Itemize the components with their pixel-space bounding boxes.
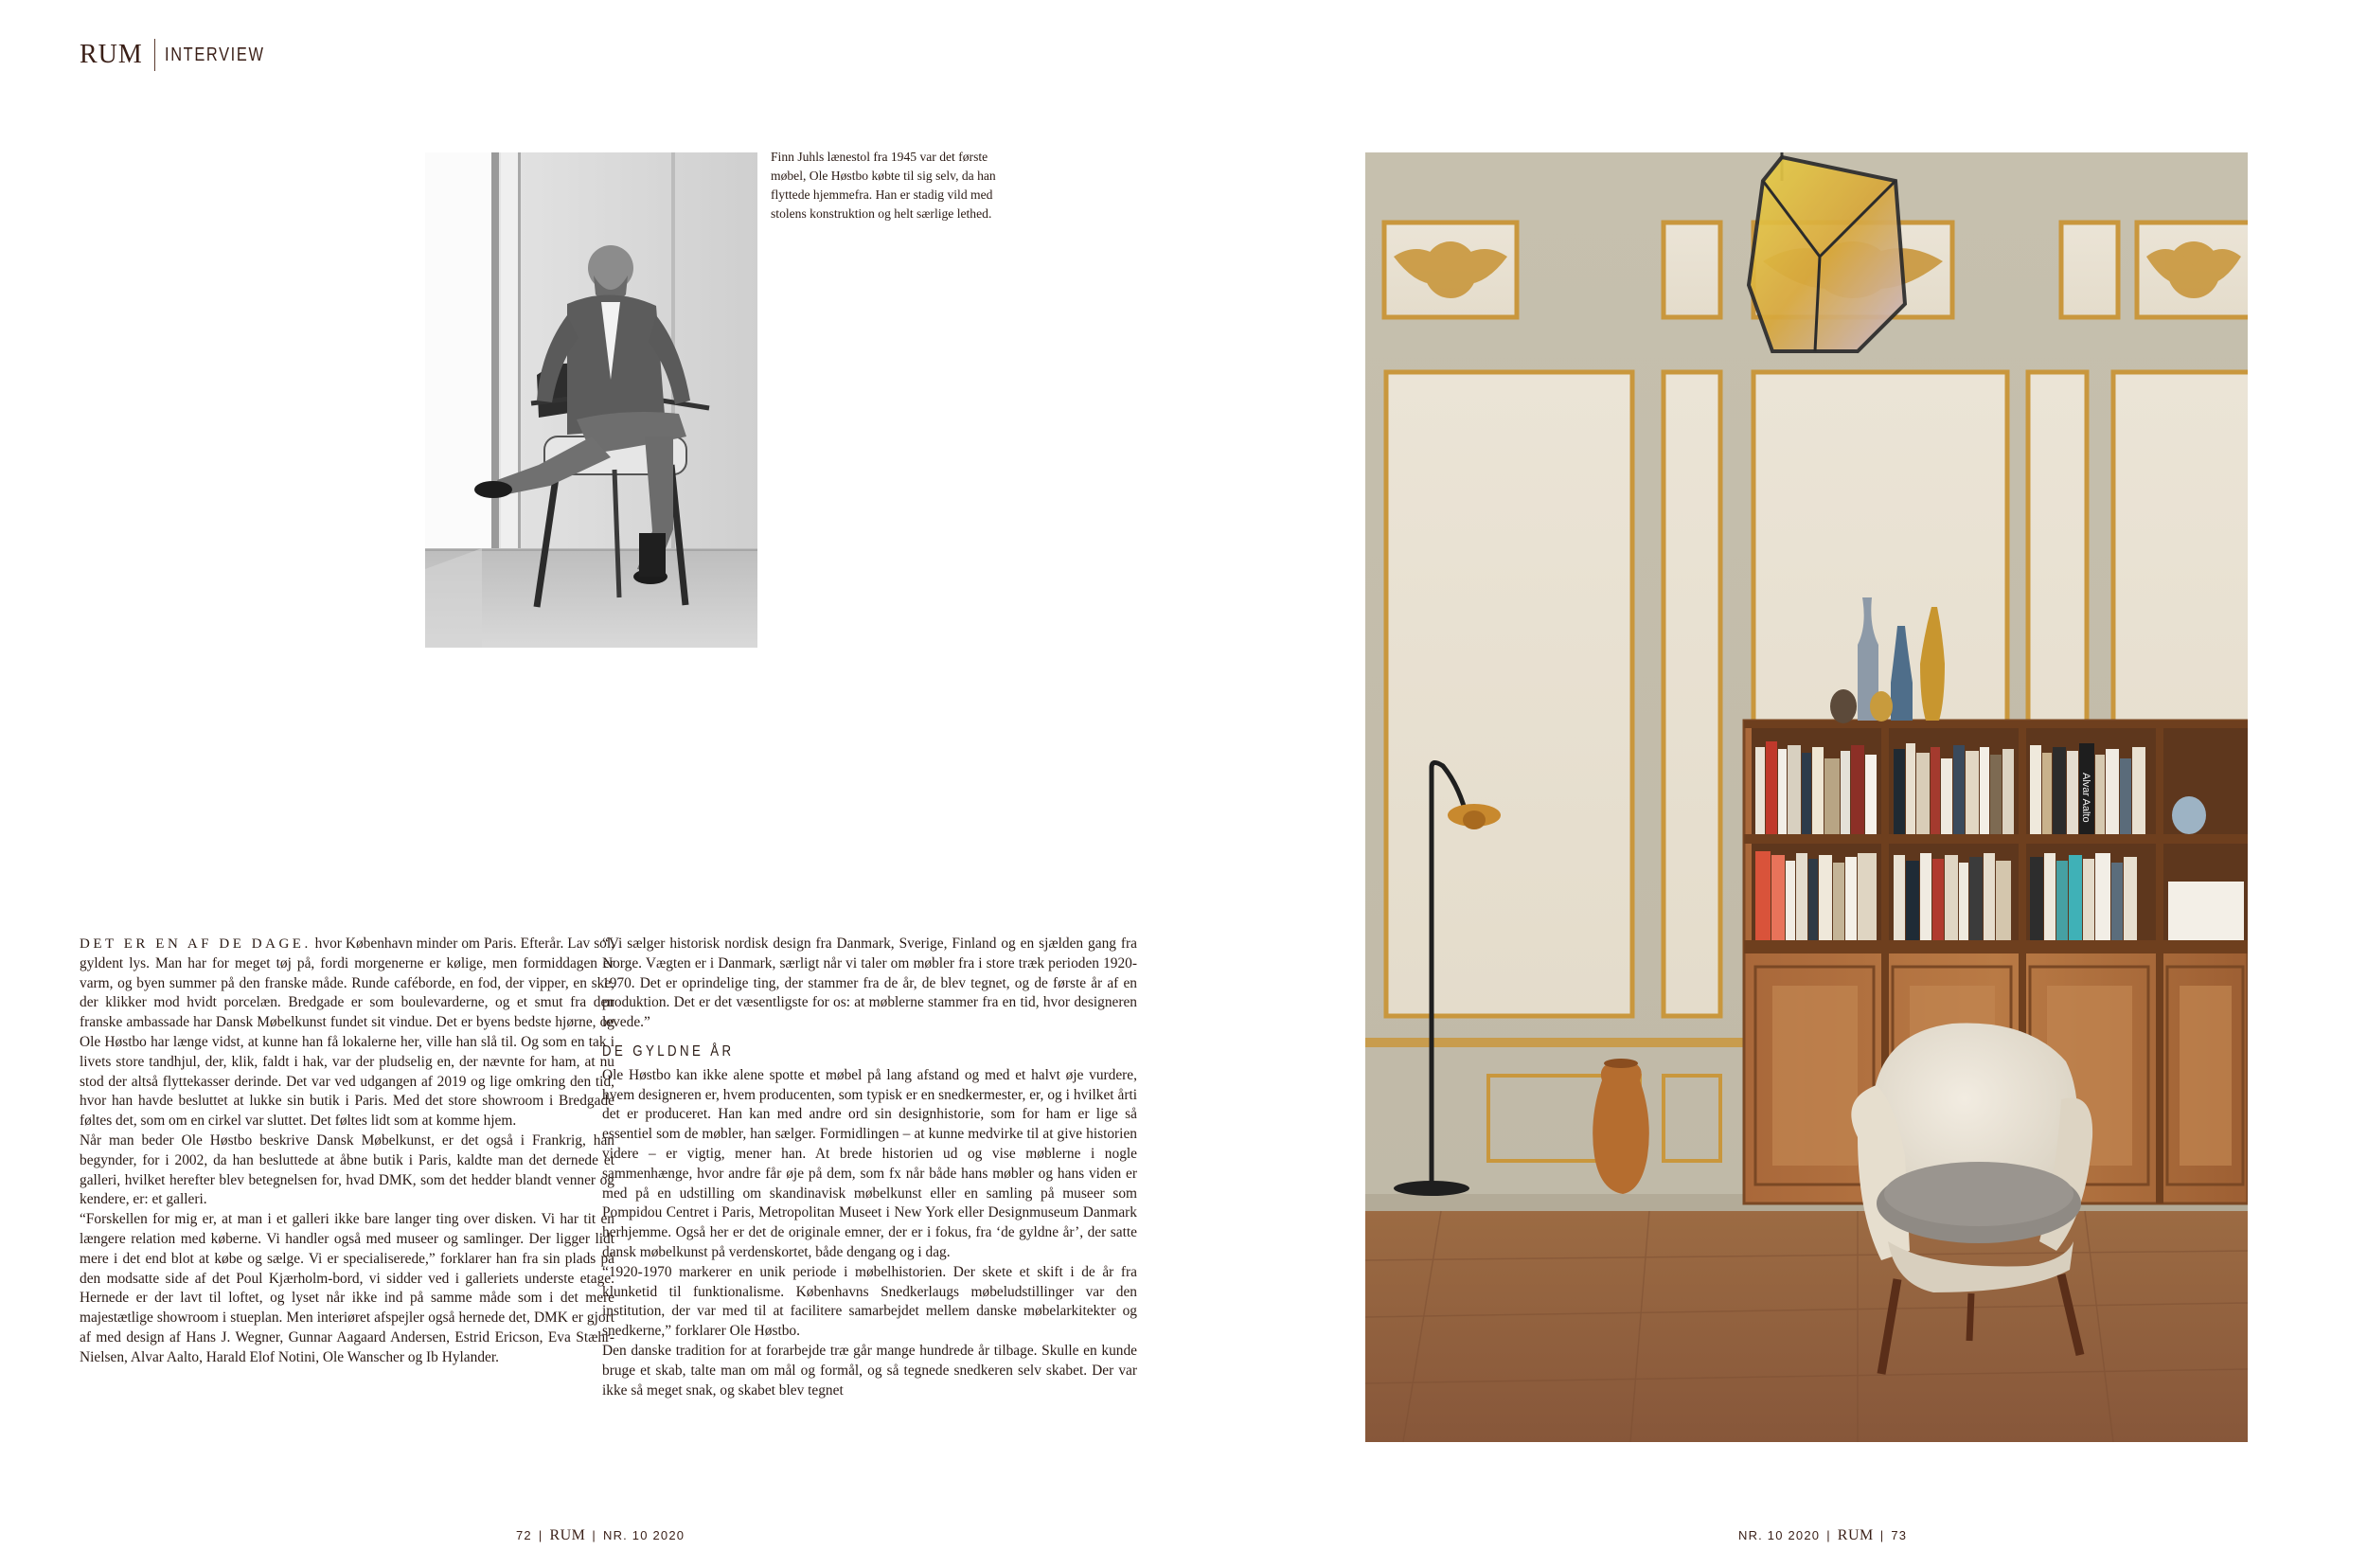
article-column-left [80, 935, 614, 1368]
article-lead-in: DET ER EN AF DE DAGE. [80, 936, 311, 952]
interior-photo [1365, 152, 2248, 1442]
section-label: INTERVIEW [164, 44, 265, 65]
caption-text: Finn Juhls lænestol fra 1945 var det første møbel, Ole Høstbo købte til sig selv, da han flyttede hjemmefra. Han er stadig vild med stolens konstruktion og helt særlige lethed. [771, 150, 996, 221]
folio-separator: | [538, 1528, 543, 1542]
article-paragraph: Når man beder Ole Høstbo beskrive Dansk Møbelkunst, er det også i Frankrig, han begynder, for i 2002, da han besluttede at åbne butik i Paris, kaldte man det dernede et galleri, hvilket herefter blev betegnelsen for, hvad DMK, som det hedder blandt venner og kendere, er: et galleri. [80, 1131, 614, 1208]
article-paragraph: Den danske tradition for at forarbejde træ går mange hundrede år tilbage. Skulle en kunde bruge et skab, talte man om mål og formål, og så tegnede snedkeren selv skabet. Der var ikke så meget snak, og skabet blev tegnet [602, 1342, 1137, 1399]
page-number: 73 [1891, 1528, 1908, 1542]
article-paragraph: “1920-1970 markerer en unik periode i møbelhistorien. Der skete et skift i de år fra klunketid til funktionalisme. Københavns Snedkerlaugs møbeludstillinger var den institution, der var med til at facilitere samarbejdet mellem danske møbelarkitekter og snedkerne,” forklarer Ole Høstbo. [602, 1263, 1137, 1340]
folio-separator: | [1879, 1528, 1885, 1542]
interior-illustration [1365, 152, 2248, 1442]
issue-label: NR. 10 2020 [602, 1528, 685, 1542]
folio-brand: RUM [1837, 1527, 1874, 1543]
page-number: 72 [516, 1528, 532, 1542]
article-paragraph-text: hvor København minder om Paris. Efterår. Lav sol, gyldent lys. Man har for meget tøj på, fordi morgenerne er kølige, men formiddagen er varm, og byen summer på den franske måde. Runde cafébordе, en fod, der vipper, en ske, der klikker mod hvidt porcelæn. Bredgade er som boulevarderne, og et smut fra den franske ambassade har Dansk Møbelkunst fundet sit vindue. Det er byens bedste hjørne, og Ole Høstbo har længe vidst, at kunne han få lokalerne her, ville han slå til. Og som en tak i livets store tandhjul, der, klik, faldt i hak, var der pludselig en, der nævnte for ham, at nu stod der altså flyttekasser derinde. Det var ved udgangen af 2019 og lige omkring den tid, hvor han havde besluttet at lukke sin butik i Paris. Med det store showroom i Bredgade føltes det, som om en cirkel var sluttet. Det føltes lidt som at komme hjem. [80, 935, 615, 1130]
book-spine-title: Alvar Aalto [2080, 773, 2091, 823]
article-paragraph: Ole Høstbo kan ikke alene spotte et møbel på lang afstand og med et halvt øje vurdere, hvem designeren er, hvem producenten, som typisk er en snedkermester, er, og i hvilket årti det er produceret. Han kan med andre ord sin designhistorie, som for ham er lige så essentiel som de møbler, han sælger. Formidlingen – at kunne medvirke til at give historien videre – er vigtig, mener han. At brede historien ud og vise møblerne i nogle sammenhænge, hvor andre får øje på dem, som fx når både hans møbler og hans viden er med på en udstilling om skandinavisk møbelkunst eller en samling på museer som Pompidou Centret i Paris, Metropolitan Museet i New York eller Designmuseum Danmark herhjemme. Også her er det de originale emner, der er i fokus, fra ‘de gyldne år’, der satte dansk møbelkunst på verdenskortet, både dengang og i dag. [602, 1066, 1137, 1260]
folio-right [1738, 1527, 1907, 1544]
portrait-photo [425, 152, 757, 648]
folio-separator: | [592, 1528, 596, 1542]
article-paragraph: “Vi sælger historisk nordisk design fra Danmark, Sverige, Finland og en sjælden gang fra Norge. Vægten er i Danmark, særligt når vi taler om møbler fra i store træk perioden 1920-1970. Det er oprindelige ting, der stammer fra de år, de blev tegnet, og de første år af en produktion. Det er det væsentligste for os: at møblerne stammer fra en tid, hvor designeren levede.” [602, 935, 1137, 1031]
article-paragraph [80, 935, 614, 1131]
masthead [80, 36, 287, 74]
folio-separator: | [1826, 1528, 1831, 1542]
magazine-brand: RUM [80, 40, 143, 69]
issue-label: NR. 10 2020 [1738, 1528, 1821, 1542]
folio-left [516, 1527, 685, 1544]
folio-brand: RUM [549, 1527, 586, 1543]
article-column-right [602, 935, 1137, 1400]
article-subhead: DE GYLDNE ÅR [602, 1042, 735, 1060]
photo-caption [771, 148, 1009, 223]
masthead-divider [154, 39, 155, 71]
portrait-illustration [425, 152, 757, 648]
article-paragraph: “Forskellen for mig er, at man i et galleri ikke bare langer ting over disken. Vi har tit en længere relation med køberne. Vi handler også med museer og samlinger. Der ligger lidt mere i det end blot at købe og sælge. Vi er specialiserede,” forklarer han fra sin plads på den modsatte side af det Poul Kjærholm-bord, vi sidder ved i galleriets underste etage. Hernede er der lavt til loftet, og lyset når ikke ind på samme måde som i det mere majestætlige showroom i stueplan. Men interiøret afspejler også hernede det, DMK er gjort af med design af Hans J. Wegner, Gunnar Aagaard Andersen, Estrid Ericson, Eva Stæhr-Nielsen, Alvar Aalto, Harald Elof Notini, Ole Wanscher og Ib Hylander. [80, 1211, 614, 1365]
